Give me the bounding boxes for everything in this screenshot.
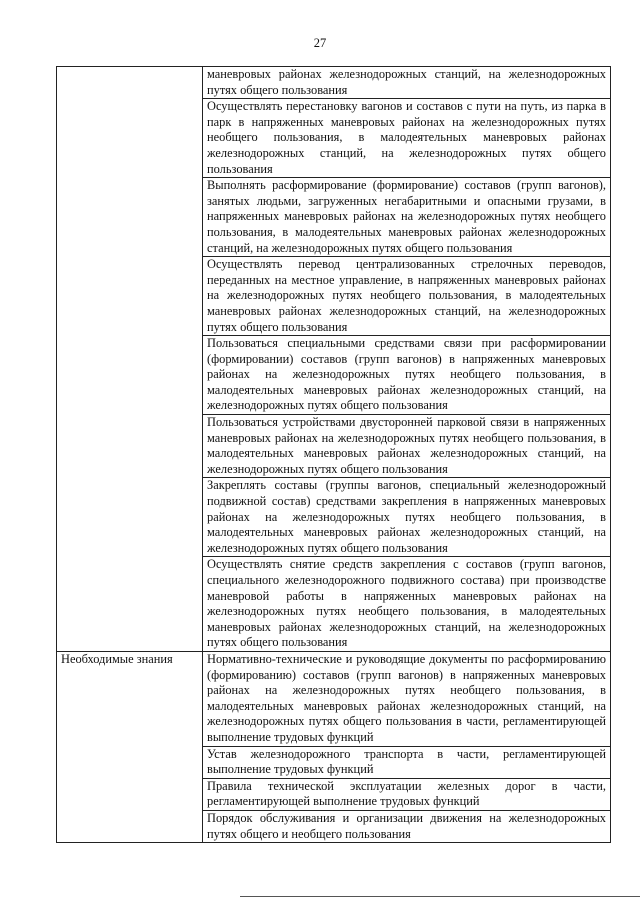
required-knowledge-label: Необходимые знания [57,651,203,842]
row-label-cell [57,67,203,652]
row-text-cell: Пользоваться специальными средствами связи при расформировании (формировании) составов (групп вагонов) в напряженных маневровых районах на железнодорожных путях необщего пользования, в малодеятельных маневровых районах железнодорожных станций, на железнодорожных путях общего пользования [203,336,611,415]
row-text-cell: Пользоваться устройствами двусторонней парковой связи в напряженных маневровых районах на железнодорожных путях необщего пользования, в малодеятельных маневровых районах железнодорожных станций, на железнодорожных путях общего пользования [203,415,611,478]
row-text-cell: Закреплять составы (группы вагонов, специальный железнодорожный подвижной состав) средствами закрепления в напряженных маневровых районах на железнодорожных путях необщего пользования, в малодеятельных маневровых районах железнодорожных станций, на железнодорожных путях общего пользования [203,478,611,557]
row-text-cell: Выполнять расформирование (формирование) составов (групп вагонов), занятых людьми, загруженных негабаритными и опасными грузами, в напряженных маневровых районах на железнодорожных путях необщего пользования, в малодеятельных маневровых районах железнодорожных станций, на железнодорожных путях общего пользования [203,178,611,257]
competency-table [56,66,611,843]
table-row [57,67,611,99]
row-text-cell: маневровых районах железнодорожных станций, на железнодорожных путях общего пользования [203,67,611,99]
row-text-cell: Нормативно-технические и руководящие документы по расформированию (формированию) составов (групп вагонов) в напряженных маневровых районах на железнодорожных путях необщего пользования, в малодеятельных маневровых районах железнодорожных станций, на железнодорожных путях общего пользования в части, регламентирующей выполнение трудовых функций [203,651,611,746]
row-text-cell: Осуществлять перестановку вагонов и составов с пути на путь, из парка в парк в напряженных маневровых районах на железнодорожных путях необщего пользования, в малодеятельных маневровых районах железнодорожных станций, на железнодорожных путях общего пользования [203,99,611,178]
page-bottom-rule [240,896,640,897]
page-number: 27 [313,36,327,50]
row-text-cell: Порядок обслуживания и организации движения на железнодорожных путях общего и необщего пользования [203,810,611,842]
row-text-cell: Осуществлять перевод централизованных стрелочных переводов, переданных на местное управление, в напряженных маневровых районах на железнодорожных путях необщего пользования, в малодеятельных маневровых районах железнодорожных станций, на железнодорожных путях общего пользования [203,257,611,336]
table-row [57,651,611,746]
row-text-cell: Правила технической эксплуатации железных дорог в части, регламентирующей выполнение трудовых функций [203,778,611,810]
row-text-cell: Устав железнодорожного транспорта в части, регламентирующей выполнение трудовых функций [203,746,611,778]
row-text-cell: Осуществлять снятие средств закрепления с составов (групп вагонов, специального железнодорожного подвижного состава) при производстве маневровой работы в напряженных маневровых районах на железнодорожных путях необщего пользования, в малодеятельных маневровых районах железнодорожных станций, на железнодорожных путях общего пользования [203,557,611,652]
